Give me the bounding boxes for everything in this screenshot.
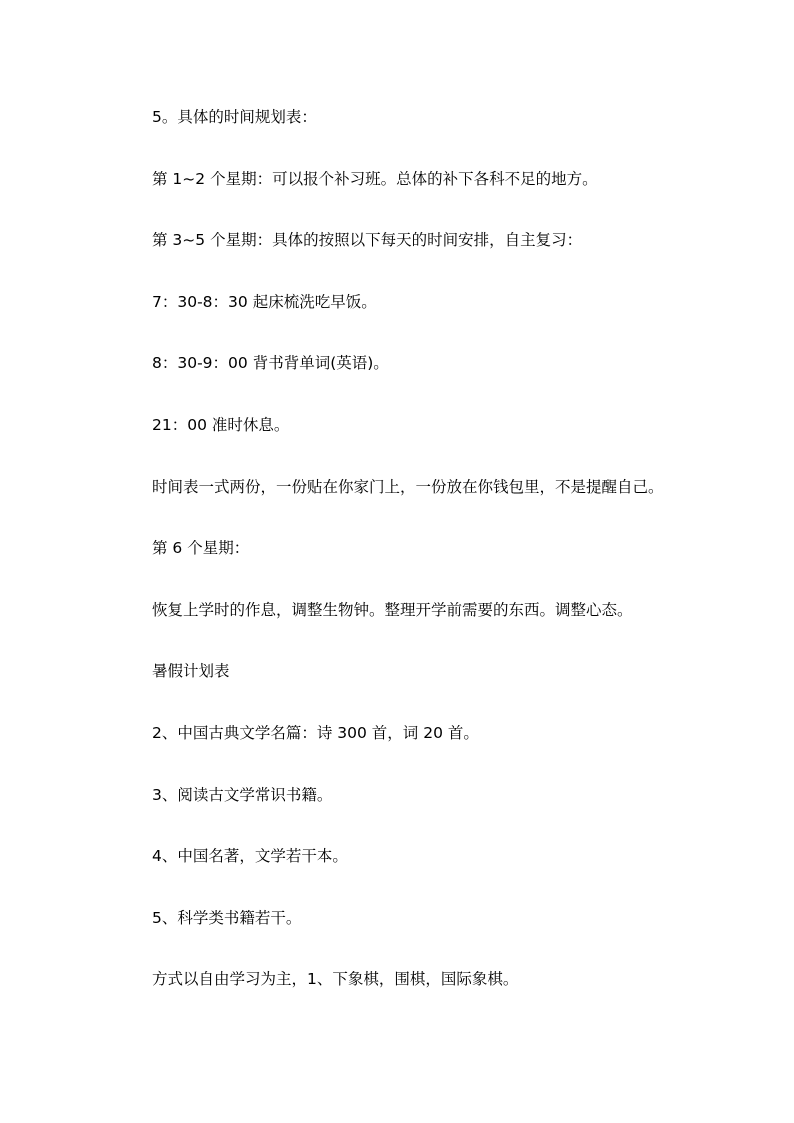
paragraph-week-1-2: 第 1~2 个星期：可以报个补习班。总体的补下各科不足的地方。 xyxy=(152,169,598,188)
paragraph-summer-plan-title: 暑假计划表 xyxy=(152,662,230,681)
paragraph-week-6: 第 6 个星期： xyxy=(152,539,250,558)
paragraph-schedule-heading: 5。具体的时间规划表： xyxy=(152,108,317,126)
paragraph-time-wakeup: 7：30-8：30 起床梳洗吃早饭。 xyxy=(152,292,377,311)
paragraph-restore-routine: 恢复上学时的作息，调整生物钟。整理开学前需要的东西。调整心态。 xyxy=(152,600,633,619)
paragraph-timetable-copies: 时间表一式两份，一份贴在你家门上，一份放在你钱包里，不是提醒自己。 xyxy=(152,477,664,496)
paragraph-week-3-5: 第 3~5 个星期：具体的按照以下每天的时间安排，自主复习： xyxy=(152,231,583,250)
paragraph-item-famous-works: 4、中国名著，文学若干本。 xyxy=(152,847,348,866)
paragraph-item-ancient-literature: 3、阅读古文学常识书籍。 xyxy=(152,785,333,804)
paragraph-time-recite: 8：30-9：00 背书背单词(英语)。 xyxy=(152,354,389,373)
paragraph-time-rest: 21：00 准时休息。 xyxy=(152,415,290,434)
document-body xyxy=(152,106,712,1030)
paragraph-item-science-books: 5、科学类书籍若干。 xyxy=(152,908,302,927)
paragraph-item-classics: 2、中国古典文学名篇：诗 300 首，词 20 首。 xyxy=(152,723,479,742)
paragraph-study-method: 方式以自由学习为主，1、下象棋，围棋，国际象棋。 xyxy=(152,970,519,989)
